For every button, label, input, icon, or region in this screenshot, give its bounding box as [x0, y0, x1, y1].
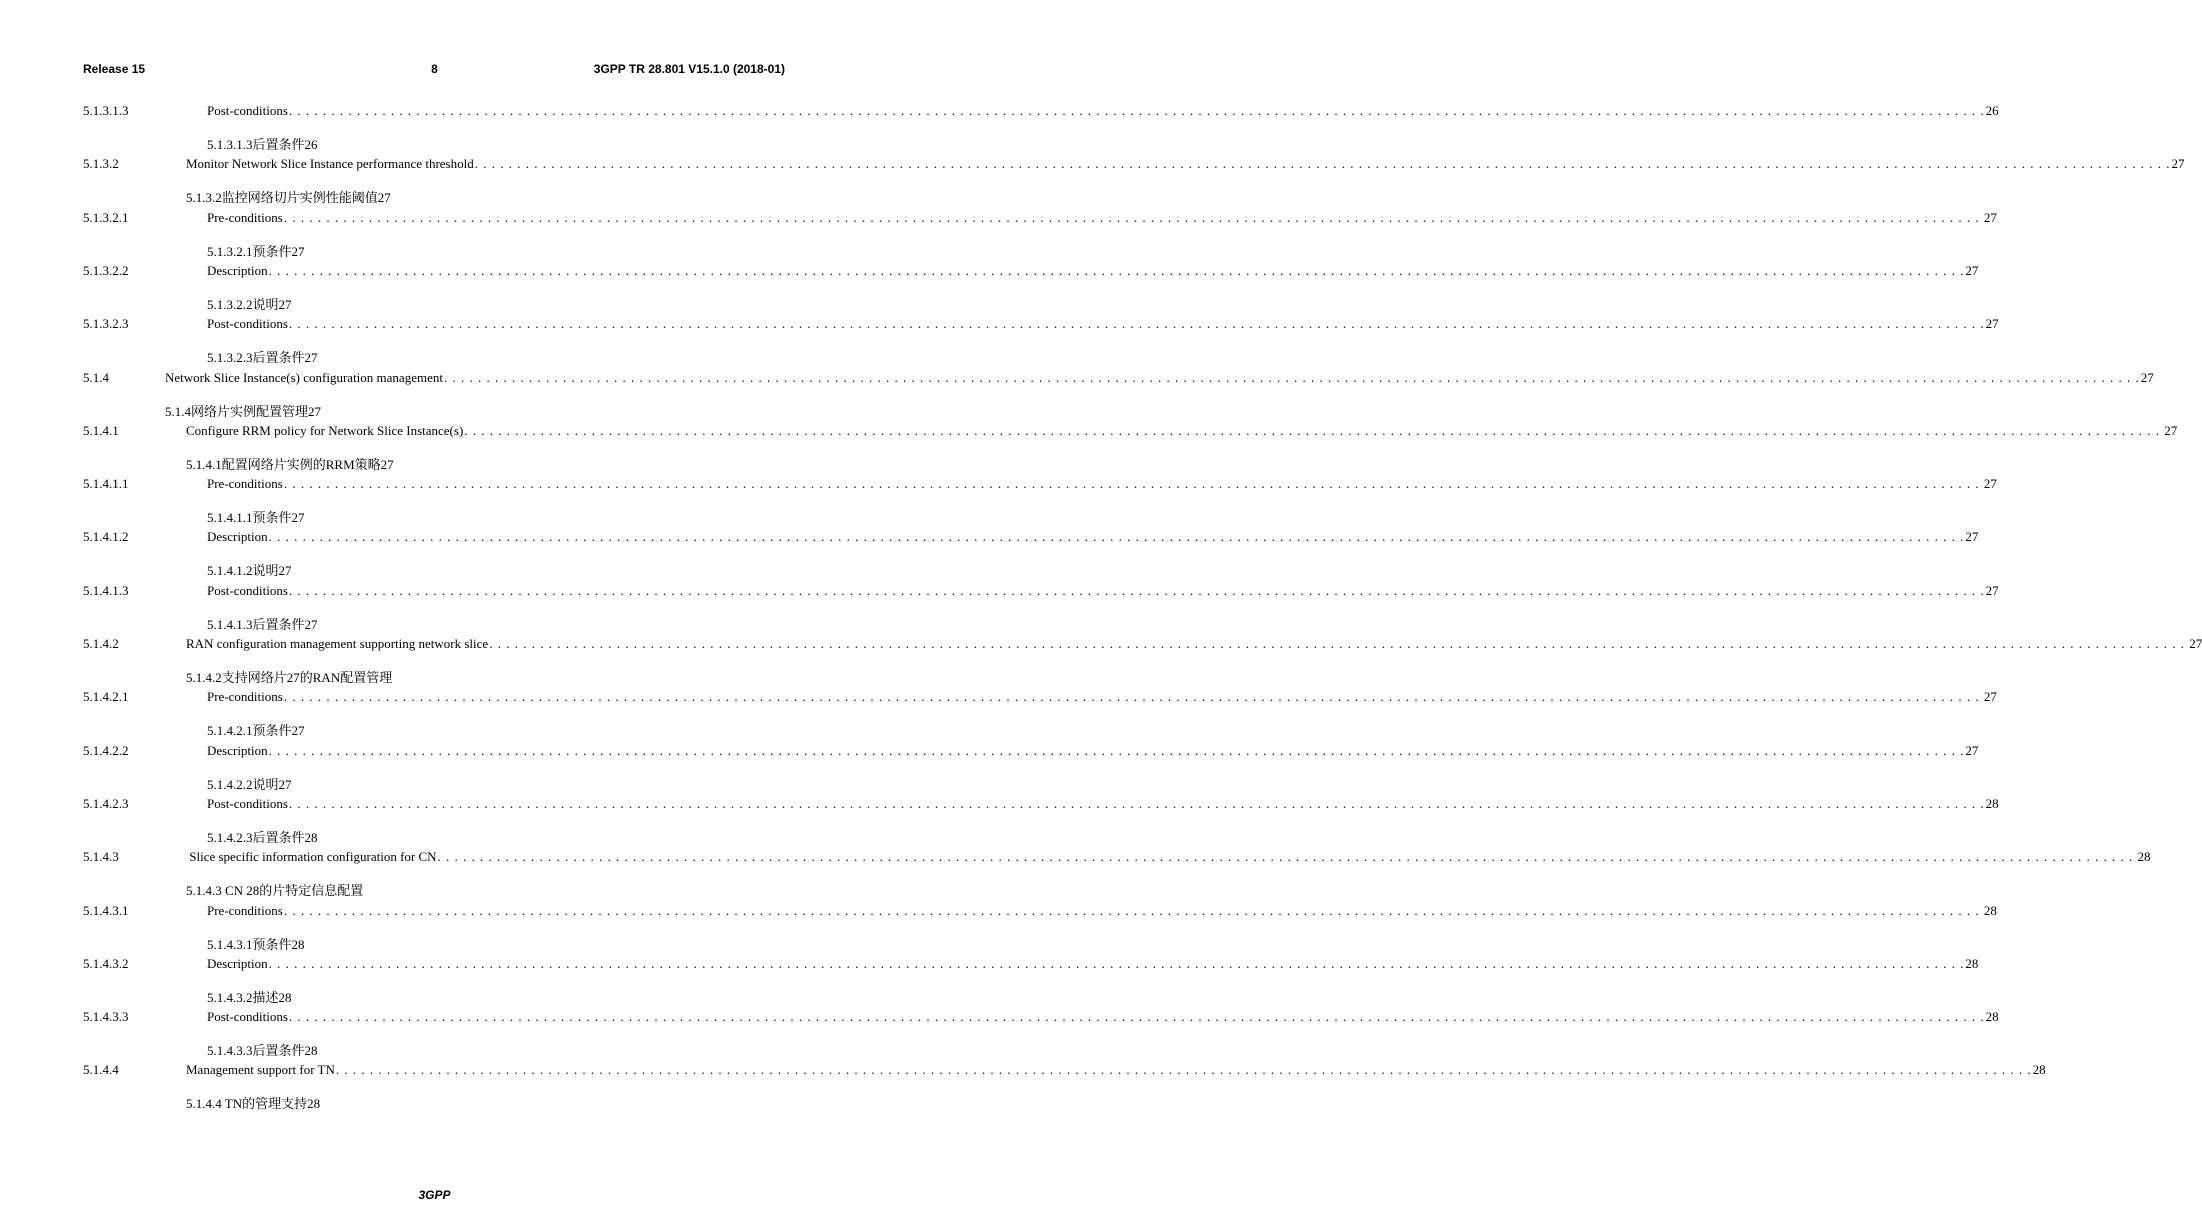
- toc-entry-number: 5.1.3.1.3: [83, 103, 129, 118]
- toc-entry-translation: 5.1.4网络片实例配置管理27: [165, 404, 322, 419]
- toc-entry-number: 5.1.4.2.1: [83, 689, 129, 704]
- toc-dot-leader: . . . . . . . . . . . . . . . . . . . . . . . . . . . . . . . . . . . . . . . . . . . . . . . . . . . . . . . . . . . . . . . . . . . . . . . . . . . . . . . . . . . . . . . . . . . . . . . . . . . . . . . . . . . . . . . . . . . . . . . . . . . . . . . . . . . . . . . . . . . . . . . . . . . . . . . . . . . . . . . . . . . . . . . . . . . . . . . . . . . . . . . . . . . . . . . . . . . . . . . .: [283, 476, 1980, 491]
- toc-entry-number: 5.1.4.1: [83, 423, 119, 438]
- toc-dot-leader: . . . . . . . . . . . . . . . . . . . . . . . . . . . . . . . . . . . . . . . . . . . . . . . . . . . . . . . . . . . . . . . . . . . . . . . . . . . . . . . . . . . . . . . . . . . . . . . . . . . . . . . . . . . . . . . . . . . . . . . . . . . . . . . . . . . . . . . . . . . . . . . . . . . . . . . . . . . . . . . . . . . . . . . . . . . . . . . . . . . . . . . . . . . . . . . . . . . . . . . .: [283, 689, 1980, 704]
- toc-entry-translation: 5.1.4.1.3后置条件27: [207, 617, 318, 632]
- toc-entry-line[interactable]: [207, 902, 1997, 920]
- toc-dot-leader: . . . . . . . . . . . . . . . . . . . . . . . . . . . . . . . . . . . . . . . . . . . . . . . . . . . . . . . . . . . . . . . . . . . . . . . . . . . . . . . . . . . . . . . . . . . . . . . . . . . . . . . . . . . . . . . . . . . . . . . . . . . . . . . . . . . . . . . . . . . . . . . . . . . . . . . . . . . . . . . . . . . . . . . . . . . . . . . . . . . . . . . . . . . . . . . . . . . . . . . .: [268, 263, 1965, 278]
- toc-entry-translation: 5.1.4.2.3后置条件28: [207, 830, 318, 845]
- toc-entry-title[interactable]: Post-conditions: [207, 583, 288, 598]
- toc-entry-translation: 5.1.4.2.2说明27: [207, 777, 292, 792]
- toc-entry-translation: 5.1.3.2.2说明27: [207, 297, 292, 312]
- toc-entry-line[interactable]: [207, 209, 1997, 227]
- toc-entry-translation: 5.1.4.1配置网络片实例的RRM策略27: [186, 457, 394, 472]
- toc-entry[interactable]: [0, 1008, 1999, 1026]
- toc-entry-page: 27: [1965, 263, 1979, 278]
- toc-entry-title[interactable]: Post-conditions: [207, 316, 288, 331]
- toc-entry[interactable]: [0, 1061, 2046, 1079]
- toc-entry-number: 5.1.4.1.2: [83, 529, 129, 544]
- toc-entry-title[interactable]: Description: [207, 956, 268, 971]
- toc-entry-title[interactable]: Description: [207, 529, 268, 544]
- toc-entry-translation: 5.1.4.1.2说明27: [207, 563, 292, 578]
- toc-entry-translation: 5.1.4.3.3后置条件28: [207, 1043, 318, 1058]
- toc-entry-title[interactable]: Post-conditions: [207, 1009, 288, 1024]
- toc-dot-leader: . . . . . . . . . . . . . . . . . . . . . . . . . . . . . . . . . . . . . . . . . . . . . . . . . . . . . . . . . . . . . . . . . . . . . . . . . . . . . . . . . . . . . . . . . . . . . . . . . . . . . . . . . . . . . . . . . . . . . . . . . . . . . . . . . . . . . . . . . . . . . . . . . . . . . . . . . . . . . . . . . . . . . . . . . . . . . . . . . . . . . . . . . . . . . . . . . . . . . . . .: [288, 583, 1985, 598]
- toc-entry-translation: 5.1.4.1.1预条件27: [207, 510, 305, 525]
- toc-entry[interactable]: [0, 422, 2178, 440]
- toc-dot-leader: . . . . . . . . . . . . . . . . . . . . . . . . . . . . . . . . . . . . . . . . . . . . . . . . . . . . . . . . . . . . . . . . . . . . . . . . . . . . . . . . . . . . . . . . . . . . . . . . . . . . . . . . . . . . . . . . . . . . . . . . . . . . . . . . . . . . . . . . . . . . . . . . . . . . . . . . . . . . . . . . . . . . . . . . . . . . . . . . . . . . . . . . . . . . . . . . . . . . . . . .: [464, 423, 2161, 438]
- toc-entry-line[interactable]: [207, 102, 1999, 120]
- toc-entry-page: 28: [1965, 956, 1979, 971]
- toc-entry-number: 5.1.4.4: [83, 1062, 119, 1077]
- toc-entry-page: 28: [2134, 849, 2151, 864]
- toc-entry-number: 5.1.4.3.1: [83, 903, 129, 918]
- toc-entry-line[interactable]: [207, 528, 1979, 546]
- toc-entry-line[interactable]: [207, 1008, 1999, 1026]
- toc-entry[interactable]: [0, 848, 2151, 866]
- toc-entry-translation: 5.1.3.1.3后置条件26: [207, 137, 318, 152]
- toc-entry-page: 27: [1985, 583, 1999, 598]
- toc-dot-leader: . . . . . . . . . . . . . . . . . . . . . . . . . . . . . . . . . . . . . . . . . . . . . . . . . . . . . . . . . . . . . . . . . . . . . . . . . . . . . . . . . . . . . . . . . . . . . . . . . . . . . . . . . . . . . . . . . . . . . . . . . . . . . . . . . . . . . . . . . . . . . . . . . . . . . . . . . . . . . . . . . . . . . . . . . . . . . . . . . . . . . . . . . . . . . . . . . . . . . . . .: [489, 636, 2185, 651]
- toc-entry-title[interactable]: Configure RRM policy for Network Slice Instance(s): [186, 423, 464, 438]
- toc-entry-page: 27: [2185, 636, 2202, 651]
- toc-entry-translation: 5.1.4.2.1预条件27: [207, 723, 305, 738]
- toc-dot-leader: . . . . . . . . . . . . . . . . . . . . . . . . . . . . . . . . . . . . . . . . . . . . . . . . . . . . . . . . . . . . . . . . . . . . . . . . . . . . . . . . . . . . . . . . . . . . . . . . . . . . . . . . . . . . . . . . . . . . . . . . . . . . . . . . . . . . . . . . . . . . . . . . . . . . . . . . . . . . . . . . . . . . . . . . . . . . . . . . . . . . . . . . . . . . . . . . . . . . . . . .: [283, 210, 1980, 225]
- toc-dot-leader: . . . . . . . . . . . . . . . . . . . . . . . . . . . . . . . . . . . . . . . . . . . . . . . . . . . . . . . . . . . . . . . . . . . . . . . . . . . . . . . . . . . . . . . . . . . . . . . . . . . . . . . . . . . . . . . . . . . . . . . . . . . . . . . . . . . . . . . . . . . . . . . . . . . . . . . . . . . . . . . . . . . . . . . . . . . . . . . . . . . . . . . . . . . . . . . . . . . . . . . .: [474, 156, 2171, 171]
- toc-entry[interactable]: [0, 955, 1979, 973]
- toc-entry-translation: 5.1.3.2.3后置条件27: [207, 350, 318, 365]
- toc-entry[interactable]: [0, 315, 1999, 333]
- toc-entry[interactable]: [0, 795, 1999, 813]
- toc-entry-title[interactable]: Post-conditions: [207, 796, 288, 811]
- toc-entry-page: 27: [2171, 156, 2185, 171]
- toc-entry-translation: 5.1.3.2.1预条件27: [207, 244, 305, 259]
- toc-entry[interactable]: [0, 475, 1997, 493]
- toc-dot-leader: . . . . . . . . . . . . . . . . . . . . . . . . . . . . . . . . . . . . . . . . . . . . . . . . . . . . . . . . . . . . . . . . . . . . . . . . . . . . . . . . . . . . . . . . . . . . . . . . . . . . . . . . . . . . . . . . . . . . . . . . . . . . . . . . . . . . . . . . . . . . . . . . . . . . . . . . . . . . . . . . . . . . . . . . . . . . . . . . . . . . . . . . . . . . . . . . . . . . . . . .: [288, 316, 1985, 331]
- toc-entry-title[interactable]: Pre-conditions: [207, 210, 283, 225]
- toc-entry-page: 27: [1980, 210, 1997, 225]
- toc-entry-line[interactable]: [186, 635, 2202, 653]
- toc-entry-number: 5.1.4.2.2: [83, 743, 129, 758]
- toc-entry-title[interactable]: RAN configuration management supporting network slice: [186, 636, 489, 651]
- header-release: Release 15: [83, 62, 146, 76]
- toc-entry[interactable]: [0, 262, 1979, 280]
- toc-entry-translation: 5.1.4.4 TN的管理支持28: [186, 1096, 321, 1111]
- toc-entry-line[interactable]: [165, 369, 2154, 387]
- toc-dot-leader: . . . . . . . . . . . . . . . . . . . . . . . . . . . . . . . . . . . . . . . . . . . . . . . . . . . . . . . . . . . . . . . . . . . . . . . . . . . . . . . . . . . . . . . . . . . . . . . . . . . . . . . . . . . . . . . . . . . . . . . . . . . . . . . . . . . . . . . . . . . . . . . . . . . . . . . . . . . . . . . . . . . . . . . . . . . . . . . . . . . . . . . . . . . . . . . . . . . . . . . .: [268, 956, 1965, 971]
- toc-entry-page: 27: [1980, 476, 1997, 491]
- toc-entry[interactable]: [0, 528, 1979, 546]
- toc-entry-title[interactable]: Network Slice Instance(s) configuration management: [165, 370, 443, 385]
- toc-entry-number: 5.1.3.2.2: [83, 263, 129, 278]
- toc-entry-line[interactable]: [207, 582, 1999, 600]
- toc-entry-line[interactable]: [207, 795, 1999, 813]
- toc-dot-leader: . . . . . . . . . . . . . . . . . . . . . . . . . . . . . . . . . . . . . . . . . . . . . . . . . . . . . . . . . . . . . . . . . . . . . . . . . . . . . . . . . . . . . . . . . . . . . . . . . . . . . . . . . . . . . . . . . . . . . . . . . . . . . . . . . . . . . . . . . . . . . . . . . . . . . . . . . . . . . . . . . . . . . . . . . . . . . . . . . . . . . . . . . . . . . . . . . . . . . . . .: [288, 1009, 1985, 1024]
- toc-entry[interactable]: [0, 688, 1997, 706]
- toc-entry-title[interactable]: Slice specific information configuration for CN: [186, 849, 437, 864]
- toc-entry-line[interactable]: [207, 475, 1997, 493]
- toc-entry-page: 27: [1985, 316, 1999, 331]
- toc-dot-leader: . . . . . . . . . . . . . . . . . . . . . . . . . . . . . . . . . . . . . . . . . . . . . . . . . . . . . . . . . . . . . . . . . . . . . . . . . . . . . . . . . . . . . . . . . . . . . . . . . . . . . . . . . . . . . . . . . . . . . . . . . . . . . . . . . . . . . . . . . . . . . . . . . . . . . . . . . . . . . . . . . . . . . . . . . . . . . . . . . . . . . . . . . . . . . . . . . . . . . . . .: [335, 1062, 2032, 1077]
- toc-entry-line[interactable]: [207, 955, 1979, 973]
- toc-entry-page: 27: [2140, 370, 2154, 385]
- toc-entry-number: 5.1.4: [83, 370, 109, 385]
- toc-entry-translation: 5.1.4.2支持网络片27的RAN配置管理: [186, 670, 393, 685]
- toc-entry-page: 27: [1965, 743, 1979, 758]
- toc-entry-number: 5.1.4.2: [83, 636, 119, 651]
- toc-entry-translation: 5.1.4.3 CN 28的片特定信息配置: [186, 883, 364, 898]
- toc-dot-leader: . . . . . . . . . . . . . . . . . . . . . . . . . . . . . . . . . . . . . . . . . . . . . . . . . . . . . . . . . . . . . . . . . . . . . . . . . . . . . . . . . . . . . . . . . . . . . . . . . . . . . . . . . . . . . . . . . . . . . . . . . . . . . . . . . . . . . . . . . . . . . . . . . . . . . . . . . . . . . . . . . . . . . . . . . . . . . . . . . . . . . . . . . . . . . . . . . . . . . . . .: [437, 849, 2134, 864]
- toc-entry-translation: 5.1.4.3.2描述28: [207, 990, 292, 1005]
- toc-dot-leader: . . . . . . . . . . . . . . . . . . . . . . . . . . . . . . . . . . . . . . . . . . . . . . . . . . . . . . . . . . . . . . . . . . . . . . . . . . . . . . . . . . . . . . . . . . . . . . . . . . . . . . . . . . . . . . . . . . . . . . . . . . . . . . . . . . . . . . . . . . . . . . . . . . . . . . . . . . . . . . . . . . . . . . . . . . . . . . . . . . . . . . . . . . . . . . . . . . . . . . . .: [443, 370, 2140, 385]
- toc-entry-number: 5.1.3.2.1: [83, 210, 129, 225]
- toc-entry[interactable]: [0, 582, 1999, 600]
- toc-entry-line[interactable]: [186, 422, 2178, 440]
- toc-entry-page: 28: [1985, 1009, 1999, 1024]
- toc-entry-page: 27: [1965, 529, 1979, 544]
- toc-dot-leader: . . . . . . . . . . . . . . . . . . . . . . . . . . . . . . . . . . . . . . . . . . . . . . . . . . . . . . . . . . . . . . . . . . . . . . . . . . . . . . . . . . . . . . . . . . . . . . . . . . . . . . . . . . . . . . . . . . . . . . . . . . . . . . . . . . . . . . . . . . . . . . . . . . . . . . . . . . . . . . . . . . . . . . . . . . . . . . . . . . . . . . . . . . . . . . . . . . . . . . . .: [283, 903, 1980, 918]
- toc-dot-leader: . . . . . . . . . . . . . . . . . . . . . . . . . . . . . . . . . . . . . . . . . . . . . . . . . . . . . . . . . . . . . . . . . . . . . . . . . . . . . . . . . . . . . . . . . . . . . . . . . . . . . . . . . . . . . . . . . . . . . . . . . . . . . . . . . . . . . . . . . . . . . . . . . . . . . . . . . . . . . . . . . . . . . . . . . . . . . . . . . . . . . . . . . . . . . . . . . . . . . . . .: [288, 796, 1985, 811]
- toc-entry[interactable]: [0, 369, 2154, 387]
- toc-entry-page: 28: [1980, 903, 1997, 918]
- toc-dot-leader: . . . . . . . . . . . . . . . . . . . . . . . . . . . . . . . . . . . . . . . . . . . . . . . . . . . . . . . . . . . . . . . . . . . . . . . . . . . . . . . . . . . . . . . . . . . . . . . . . . . . . . . . . . . . . . . . . . . . . . . . . . . . . . . . . . . . . . . . . . . . . . . . . . . . . . . . . . . . . . . . . . . . . . . . . . . . . . . . . . . . . . . . . . . . . . . . . . . . . . . .: [268, 529, 1965, 544]
- toc-entry[interactable]: [0, 635, 2202, 653]
- toc-entry-page: 26: [1985, 103, 1999, 118]
- toc-entry-line[interactable]: [207, 688, 1997, 706]
- toc-entry[interactable]: [0, 742, 1979, 760]
- toc-entry-number: 5.1.4.1.1: [83, 476, 129, 491]
- toc-entry-title[interactable]: Pre-conditions: [207, 476, 283, 491]
- toc-entry-number: 5.1.3.2.3: [83, 316, 129, 331]
- toc-entry-title[interactable]: Post-conditions: [207, 103, 288, 118]
- toc-entry-number: 5.1.4.2.3: [83, 796, 129, 811]
- toc-entry-translation: 5.1.4.3.1预条件28: [207, 937, 305, 952]
- toc-entry-line[interactable]: [207, 315, 1999, 333]
- toc-entry-line[interactable]: [186, 155, 2185, 173]
- footer-3gpp: 3GPP: [418, 1188, 451, 1202]
- toc-dot-leader: . . . . . . . . . . . . . . . . . . . . . . . . . . . . . . . . . . . . . . . . . . . . . . . . . . . . . . . . . . . . . . . . . . . . . . . . . . . . . . . . . . . . . . . . . . . . . . . . . . . . . . . . . . . . . . . . . . . . . . . . . . . . . . . . . . . . . . . . . . . . . . . . . . . . . . . . . . . . . . . . . . . . . . . . . . . . . . . . . . . . . . . . . . . . . . . . . . . . . . . .: [268, 743, 1965, 758]
- toc-entry[interactable]: [0, 102, 1999, 120]
- toc-entry-number: 5.1.3.2: [83, 156, 119, 171]
- header-page-number: 8: [431, 62, 438, 76]
- toc-dot-leader: . . . . . . . . . . . . . . . . . . . . . . . . . . . . . . . . . . . . . . . . . . . . . . . . . . . . . . . . . . . . . . . . . . . . . . . . . . . . . . . . . . . . . . . . . . . . . . . . . . . . . . . . . . . . . . . . . . . . . . . . . . . . . . . . . . . . . . . . . . . . . . . . . . . . . . . . . . . . . . . . . . . . . . . . . . . . . . . . . . . . . . . . . . . . . . . . . . . . . . . .: [288, 103, 1985, 118]
- toc-entry-title[interactable]: Management support for TN: [186, 1062, 335, 1077]
- toc-entry-title[interactable]: Pre-conditions: [207, 689, 283, 704]
- toc-entry-title[interactable]: Monitor Network Slice Instance performance threshold: [186, 156, 474, 171]
- header-doc-id: 3GPP TR 28.801 V15.1.0 (2018-01): [593, 62, 785, 76]
- toc-entry-title[interactable]: Description: [207, 743, 268, 758]
- toc-entry-number: 5.1.4.3.2: [83, 956, 129, 971]
- toc-entry-number: 5.1.4.3: [83, 849, 119, 864]
- toc-entry[interactable]: [0, 902, 1997, 920]
- toc-entry-line[interactable]: [186, 1061, 2046, 1079]
- toc-entry-translation: 5.1.3.2监控网络切片实例性能阈值27: [186, 190, 391, 205]
- toc-entry-page: 28: [1985, 796, 1999, 811]
- toc-entry[interactable]: [0, 155, 2185, 173]
- toc-entry-line[interactable]: [207, 742, 1979, 760]
- toc-entry-number: 5.1.4.3.3: [83, 1009, 129, 1024]
- toc-entry[interactable]: [0, 209, 1997, 227]
- toc-entry-line[interactable]: [207, 262, 1979, 280]
- toc-entry-number: 5.1.4.1.3: [83, 583, 129, 598]
- toc-entry-line[interactable]: [186, 848, 2151, 866]
- toc-entry-title[interactable]: Description: [207, 263, 268, 278]
- toc-entry-page: 27: [1980, 689, 1997, 704]
- toc-entry-title[interactable]: Pre-conditions: [207, 903, 283, 918]
- toc-entry-page: 28: [2032, 1062, 2046, 1077]
- toc-entry-page: 27: [2161, 423, 2178, 438]
